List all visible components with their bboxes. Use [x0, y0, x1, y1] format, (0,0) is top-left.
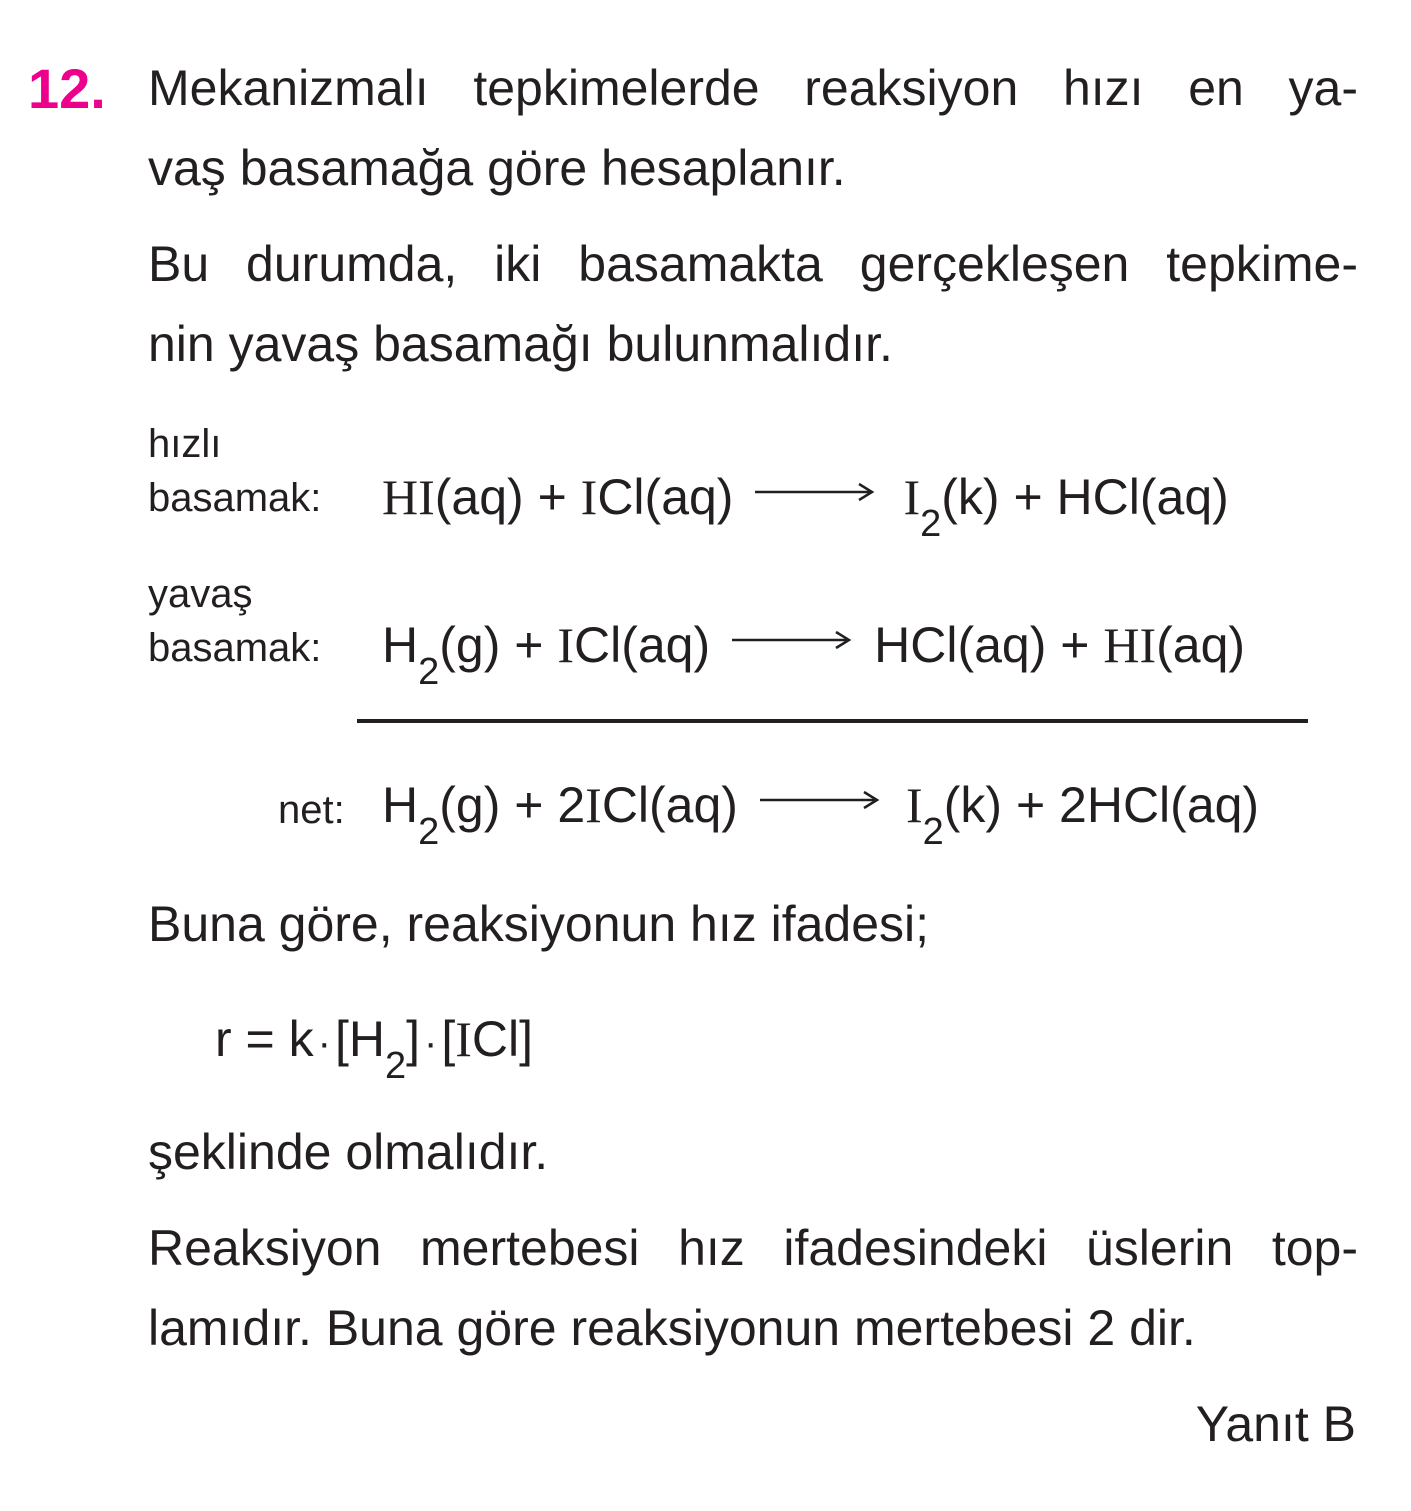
- conclusion-line-2: lamıdır. Buna göre reaksiyonun mertebesi 2 dir.: [148, 1300, 1196, 1356]
- rate-icl-open: [: [441, 1011, 456, 1067]
- rate-start: r = k: [215, 1011, 314, 1067]
- conclusion-line-1: Reaksiyon mertebesi hız ifadesindeki üslerin top-: [148, 1220, 1358, 1276]
- slow-product-2: HI: [1103, 617, 1157, 673]
- net-reactant-1-subscript: 2: [418, 811, 440, 853]
- net-reactant-1: H: [382, 777, 419, 833]
- question-number: 12.: [28, 57, 106, 120]
- sum-rule-divider: [357, 719, 1308, 723]
- slow-reactant-2: I: [557, 617, 574, 673]
- slow-product-2-rest: (aq): [1156, 617, 1246, 673]
- net-product-1-subscript: 2: [922, 811, 944, 853]
- fast-product-1-rest: (k) + HCl(aq): [941, 469, 1229, 525]
- net-reactant-2-rest: Cl(aq): [601, 777, 738, 833]
- rate-h-close: ]: [406, 1011, 421, 1067]
- net-equation: [382, 776, 1260, 853]
- multiply-dot: ·: [317, 1021, 331, 1065]
- fast-step-label-2: basamak:: [148, 476, 322, 520]
- rate-expression: [215, 1010, 534, 1087]
- fast-step-label-1: hızlı: [148, 422, 222, 466]
- answer-label: Yanıt B: [1195, 1396, 1356, 1452]
- slow-reactant-1-rest: (g) +: [439, 617, 558, 673]
- net-product-1-rest: (k) + 2HCl(aq): [943, 777, 1260, 833]
- rate-h-open: [H: [334, 1011, 385, 1067]
- slow-step-label-2: basamak:: [148, 626, 322, 670]
- slow-step-equation: [382, 616, 1246, 693]
- fast-reactant-1: HI: [382, 469, 435, 525]
- fast-product-1: I: [903, 469, 921, 525]
- slow-reactant-1: H: [382, 617, 419, 673]
- slow-step-label-1: yavaş: [148, 572, 253, 616]
- slow-reactant-1-subscript: 2: [418, 651, 440, 693]
- paragraph-2-line-1: Bu durumda, iki basamakta gerçekleşen tepkime-: [148, 236, 1358, 292]
- intro-line-2: vaş basamağa göre hesaplanır.: [148, 140, 846, 196]
- net-label: net:: [278, 788, 345, 832]
- fast-reactant-1-state: (aq) +: [434, 469, 581, 525]
- reaction-arrow-icon: [732, 630, 852, 650]
- multiply-dot: ·: [424, 1021, 438, 1065]
- net-reactant-1-rest: (g) + 2: [439, 777, 586, 833]
- intro-line-1: Mekanizmalı tepkimelerde reaksiyon hızı en ya-: [148, 60, 1358, 116]
- reaction-arrow-icon: [760, 790, 880, 810]
- fast-reactant-2-rest: Cl(aq): [597, 469, 734, 525]
- net-product-1: I: [905, 777, 923, 833]
- slow-product-1: HCl(aq) +: [874, 617, 1104, 673]
- rate-icl-close: Cl]: [471, 1011, 534, 1067]
- rate-tail-text: şeklinde olmalıdır.: [148, 1124, 549, 1180]
- rate-icl-i: I: [455, 1011, 472, 1067]
- paragraph-2-line-2: nin yavaş basamağı bulunmalıdır.: [148, 316, 893, 372]
- rate-h-subscript: 2: [384, 1045, 407, 1087]
- slow-reactant-2-rest: Cl(aq): [574, 617, 711, 673]
- fast-reactant-2: I: [580, 469, 598, 525]
- reaction-arrow-icon: [755, 482, 875, 502]
- fast-step-equation: [382, 468, 1229, 545]
- rate-lead-text: Buna göre, reaksiyonun hız ifadesi;: [148, 896, 930, 952]
- net-reactant-2: I: [585, 777, 602, 833]
- fast-product-1-subscript: 2: [920, 503, 942, 545]
